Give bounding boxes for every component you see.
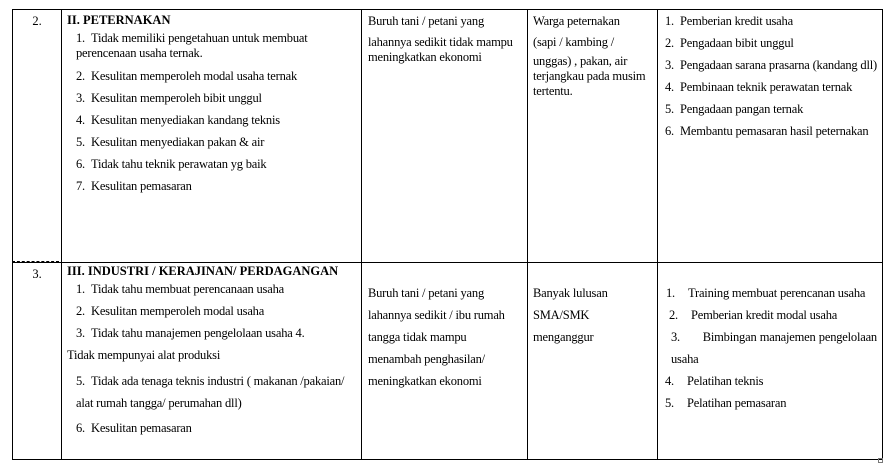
cause-cell <box>533 282 657 458</box>
cause-text: (sapi / kambing / <box>533 35 614 49</box>
column-divider <box>61 10 62 459</box>
list-item: Tidak mempunyai alat produksi <box>67 348 221 362</box>
cause-text: SMA/SMK <box>533 308 590 322</box>
cause-cell <box>533 14 657 260</box>
target-text: lahannya sedikit tidak mampu meningkatkan ekonomi <box>368 35 513 64</box>
list-item: 4. Kesulitan menyediakan kandang teknis <box>76 113 280 127</box>
problem-list <box>67 282 359 436</box>
column-divider <box>657 10 658 459</box>
list-item: 5. Tidak ada tenaga teknis industri ( makanan /pakaian/ alat rumah tangga/ perumahan dll) <box>76 374 345 410</box>
solution-cell <box>665 14 884 260</box>
target-cell <box>368 14 525 260</box>
list-item: 6. Tidak tahu teknik perawatan yg baik <box>76 157 267 171</box>
cause-text: Warga peternakan <box>533 14 620 28</box>
list-item: 3. Pengadaan sarana prasarna (kandang dll) <box>665 58 877 72</box>
target-cell <box>368 282 525 458</box>
section-title: II. PETERNAKAN <box>67 13 171 27</box>
cause-text: Banyak lulusan <box>533 286 608 300</box>
list-item: 1. Training membuat perencanan usaha <box>666 286 866 300</box>
column-divider <box>361 10 362 459</box>
list-item: 1. Tidak tahu membuat perencanaan usaha <box>76 282 284 296</box>
list-item: 4. Pembinaan teknik perawatan ternak <box>665 80 853 94</box>
solution-cell <box>665 282 877 458</box>
target-text: Buruh tani / petani yang <box>368 14 485 28</box>
cause-text: unggas) , pakan, air terjangkau pada musim tertentu. <box>533 54 646 98</box>
section-title: III. INDUSTRI / KERAJINAN/ PERDAGANGAN <box>67 264 339 278</box>
problem-cell <box>67 264 359 458</box>
resize-corner-marker <box>878 458 883 463</box>
cause-text: menganggur <box>533 330 594 344</box>
data-table <box>12 9 883 460</box>
list-item: 2. Pemberian kredit modal usaha <box>669 308 838 322</box>
list-item: 5. Kesulitan menyediakan pakan & air <box>76 135 265 149</box>
solution-list <box>665 14 884 139</box>
target-text: lahannya sedikit / ibu rumah <box>368 308 505 322</box>
target-text: tangga tidak mampu <box>368 330 467 344</box>
row-number: 2. <box>32 14 42 28</box>
list-item: 5. Pengadaan pangan ternak <box>665 102 804 116</box>
list-item: 3. Tidak tahu manajemen pengelolaan usaha 4. <box>76 326 305 340</box>
target-text: menambah penghasilan/ <box>368 352 485 366</box>
target-text: Buruh tani / petani yang <box>368 286 485 300</box>
list-item: 1. Tidak memiliki pengetahuan untuk membuat perencenaan usaha ternak. <box>76 31 308 60</box>
dashed-divider <box>12 261 59 262</box>
list-item: 2. Pengadaan bibit unggul <box>665 36 794 50</box>
problem-cell <box>67 13 357 261</box>
list-item: 3. Kesulitan memperoleh bibit unggul <box>76 91 262 105</box>
column-divider <box>527 10 528 459</box>
target-text: meningkatkan ekonomi <box>368 374 482 388</box>
list-item: 1. Pemberian kredit usaha <box>665 14 793 28</box>
row-number: 3. <box>32 267 42 281</box>
list-item: 7. Kesulitan pemasaran <box>76 179 192 193</box>
problem-list <box>67 31 357 194</box>
list-item: 6. Kesulitan pemasaran <box>76 421 192 435</box>
list-item: 6. Membantu pemasaran hasil peternakan <box>665 124 869 138</box>
list-item: 3. Bimbingan manajemen pengelolaan usaha <box>671 330 877 366</box>
list-item: 2. Kesulitan memperoleh modal usaha <box>76 304 265 318</box>
row-divider <box>13 262 882 263</box>
list-item: 2. Kesulitan memperoleh modal usaha ternak <box>76 69 298 83</box>
list-item: 4. Pelatihan teknis <box>665 374 764 388</box>
list-item: 5. Pelatihan pemasaran <box>665 396 787 410</box>
